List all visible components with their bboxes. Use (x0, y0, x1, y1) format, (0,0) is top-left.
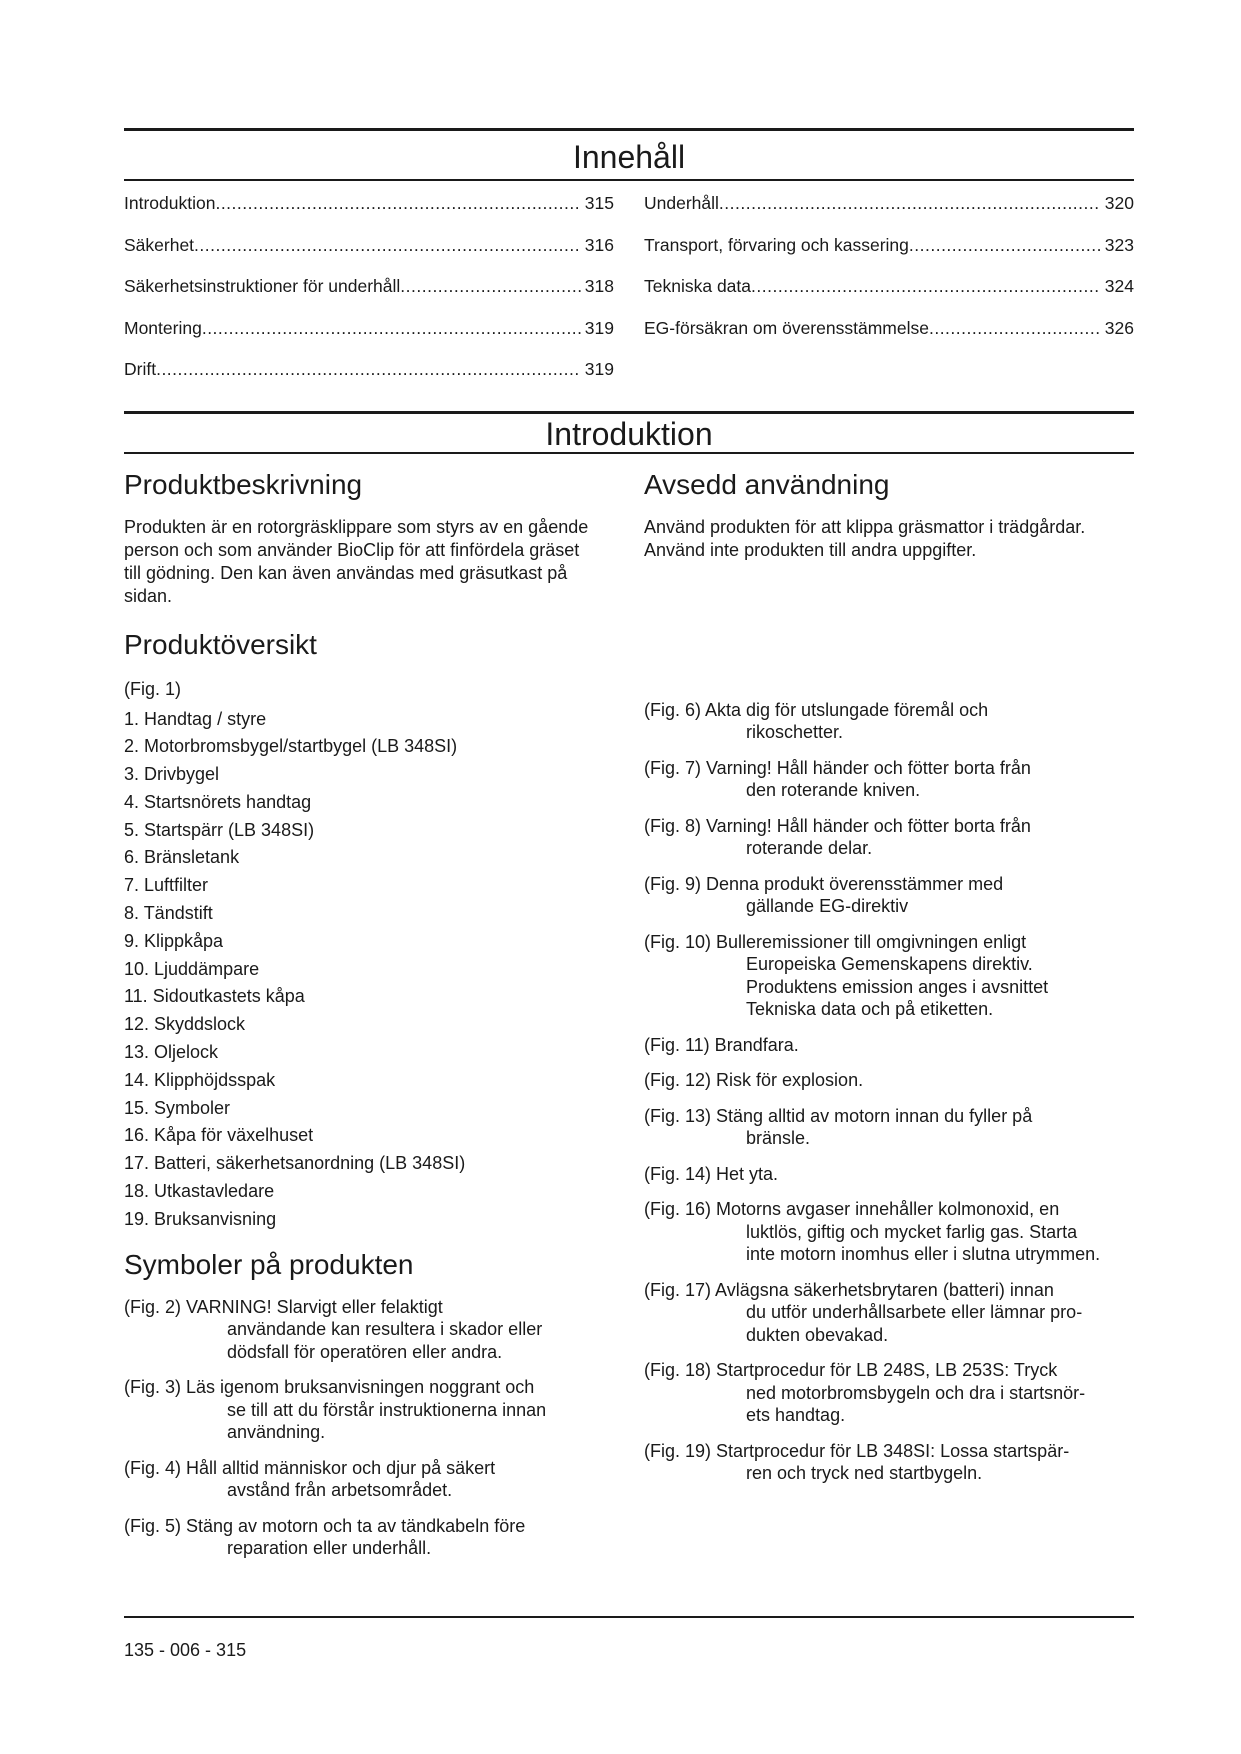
list-item: 14. Klipphöjdsspak (124, 1069, 276, 1090)
figure-caption-lead: (Fig. 5) Stäng av motorn och ta av tändkabeln före (124, 1515, 526, 1536)
figure-caption-lead: (Fig. 14) Het yta. (644, 1163, 779, 1184)
list-item: 2. Motorbromsbygel/startbygel (LB 348SI) (124, 736, 458, 757)
toc-dot-leader (156, 359, 581, 379)
figure-caption (644, 757, 1134, 802)
list-item: 3. Drivbygel (124, 764, 220, 785)
figure-caption-continuation: rikoschetter. (746, 722, 844, 742)
toc-entry-label: Tekniska data (644, 276, 752, 296)
figure-caption (644, 1105, 1134, 1150)
figure-caption-continuation: bränsle. (746, 1128, 811, 1148)
list-item: 8. Tändstift (124, 903, 213, 924)
toc-entry[interactable] (644, 193, 1134, 235)
figure-caption-continuation: den roterande kniven. (746, 780, 921, 800)
intro-columns (124, 468, 1134, 1573)
figure-caption-continuation: roterande delar. (746, 838, 873, 858)
list-item: 9. Klippkåpa (124, 930, 224, 951)
avsedd-line-2: Använd inte produkten till andra uppgifter. (644, 539, 977, 560)
intro-right-column (644, 468, 1134, 1573)
toc-entry[interactable] (124, 193, 614, 235)
figure-caption (644, 873, 1134, 918)
figure-caption-continuation: inte motorn inomhus eller i slutna utrymmen. (746, 1244, 1101, 1264)
figure-caption-continuation: användning. (227, 1422, 326, 1443)
list-item: 7. Luftfilter (124, 875, 209, 896)
list-item: 12. Skyddslock (124, 1014, 246, 1035)
figure-caption-continuation: Produktens emission anges i avsnittet (746, 976, 1049, 997)
list-item: 6. Bränsletank (124, 847, 240, 868)
figure-caption (644, 699, 1134, 744)
toc-entry-label: Montering (124, 317, 202, 338)
produktbeskrivning-heading: Produktbeskrivning (124, 468, 363, 500)
toc-entry-label: Introduktion (124, 193, 216, 213)
figure-caption-lead: (Fig. 19) Startprocedur för LB 348SI: Lossa startspär- (644, 1440, 1070, 1461)
figure-caption (644, 1163, 1134, 1186)
toc-entry[interactable] (124, 235, 614, 277)
figure-caption (644, 931, 1134, 1021)
figure-caption-continuation: gällande EG-direktiv (746, 896, 909, 916)
toc-dot-leader (215, 193, 580, 213)
figure-caption-lead: (Fig. 12) Risk för explosion. (644, 1070, 864, 1090)
figure-caption-continuation: Europeiska Gemenskapens direktiv. (746, 954, 1033, 974)
page-number: 135 - 006 - 315 (124, 1640, 247, 1660)
list-item: 5. Startspärr (LB 348SI) (124, 819, 315, 840)
toc-dot-leader (909, 235, 1101, 255)
figure-caption-continuation: dödsfall för operatören eller andra. (227, 1341, 503, 1362)
toc-dot-leader (400, 276, 581, 296)
figure-caption (644, 1279, 1134, 1347)
intro-bottom-rule (124, 452, 1134, 454)
figure-caption-lead: (Fig. 9) Denna produkt överensstämmer med (644, 873, 1004, 894)
toc-entry[interactable] (124, 276, 614, 318)
figure-caption-lead: (Fig. 11) Brandfara. (644, 1034, 799, 1055)
toc-entry-page: 316 (584, 234, 614, 255)
toc-entry[interactable] (644, 318, 1134, 360)
toc-entry-label: Drift (124, 359, 157, 379)
list-item: 15. Symboler (124, 1097, 231, 1118)
list-item: 4. Startsnörets handtag (124, 791, 312, 812)
toc-entry-page: 320 (1104, 193, 1134, 213)
toc-entry[interactable] (124, 318, 614, 360)
toc-dot-leader (751, 276, 1101, 296)
figure-caption (644, 1034, 1134, 1057)
produktbeskrivning-text: Produkten är en rotorgräsklippare som styrs av en gående person och som använder BioClip för att finfördela gräset till gödning. Den kan även användas med gräsutkast på sidan. (124, 516, 589, 606)
produktoversikt-fig-ref: (Fig. 1) (124, 678, 182, 699)
figure-caption (124, 1296, 589, 1364)
list-item: 11. Sidoutkastets kåpa (124, 986, 305, 1007)
toc-entry-label: EG-försäkran om överensstämmelse (644, 317, 929, 338)
avsedd-heading: Avsedd användning (644, 468, 890, 500)
toc-bottom-rule (124, 179, 1134, 181)
toc-entry-page: 326 (1104, 317, 1134, 338)
figure-caption-lead: (Fig. 4) Håll alltid människor och djur på säkert (124, 1457, 496, 1478)
toc-entry-label: Säkerhetsinstruktioner för underhåll (124, 276, 401, 296)
list-item: 10. Ljuddämpare (124, 958, 260, 979)
figure-caption-lead: (Fig. 8) Varning! Håll händer och fötter borta från (644, 815, 1031, 836)
list-item: 13. Oljelock (124, 1042, 219, 1063)
figure-caption-continuation: användande kan resultera i skador eller (227, 1319, 543, 1340)
figure-caption (644, 1198, 1134, 1266)
symboler-heading: Symboler på produkten (124, 1248, 414, 1280)
figure-caption (124, 1515, 589, 1560)
figure-caption-lead: (Fig. 17) Avlägsna säkerhetsbrytaren (batteri) innan (644, 1279, 1054, 1300)
table-of-contents (124, 193, 1134, 401)
toc-entry-label: Transport, förvaring och kassering (644, 234, 909, 255)
figure-caption-continuation: dukten obevakad. (746, 1324, 889, 1345)
toc-dot-leader (202, 318, 581, 338)
figure-caption-lead: (Fig. 7) Varning! Håll händer och fötter borta från (644, 757, 1031, 778)
toc-dot-leader (929, 318, 1101, 338)
figure-caption-lead: (Fig. 3) Läs igenom bruksanvisningen noggrant och (124, 1377, 535, 1398)
figure-caption-lead: (Fig. 2) VARNING! Slarvigt eller felaktigt (124, 1296, 443, 1317)
toc-entry[interactable] (644, 276, 1134, 318)
figure-caption-lead: (Fig. 16) Motorns avgaser innehåller kolmonoxid, en (644, 1199, 1060, 1219)
toc-entry[interactable] (644, 235, 1134, 277)
figure-caption-lead: (Fig. 10) Bulleremissioner till omgivningen enligt (644, 931, 1027, 952)
intro-title: Introduktion (545, 415, 713, 452)
toc-entry-page: 324 (1104, 276, 1134, 296)
footer-rule (124, 1616, 1134, 1618)
list-item: 17. Batteri, säkerhetsanordning (LB 348SI) (124, 1153, 466, 1174)
toc-entry-label: Säkerhet (124, 234, 195, 255)
produktoversikt-list (124, 706, 589, 1234)
toc-entry-page: 323 (1104, 234, 1134, 255)
toc-entry-page: 315 (584, 193, 614, 213)
toc-title: Innehåll (572, 139, 686, 175)
figure-caption-continuation: avstånd från arbetsområdet. (227, 1480, 453, 1501)
list-item: 1. Handtag / styre (124, 708, 267, 729)
list-item: 19. Bruksanvisning (124, 1208, 277, 1229)
toc-dot-leader (719, 193, 1101, 213)
list-item: 18. Utkastavledare (124, 1181, 275, 1202)
toc-right-column (644, 193, 1134, 401)
produktoversikt-heading: Produktöversikt (124, 628, 317, 660)
toc-entry-page: 319 (584, 317, 614, 338)
figure-caption (644, 1359, 1134, 1427)
symboler-list (124, 1296, 589, 1560)
toc-dot-leader (194, 235, 581, 255)
figure-caption-continuation: Tekniska data och på etiketten. (746, 999, 994, 1019)
figure-caption-lead: (Fig. 6) Akta dig för utslungade föremål och (644, 699, 989, 720)
figure-caption (124, 1457, 589, 1502)
figure-caption-continuation: reparation eller underhåll. (227, 1538, 432, 1559)
page (124, 128, 1134, 1573)
figure-caption (124, 1376, 589, 1444)
toc-entry-label: Underhåll (644, 193, 719, 213)
figure-caption-lead: (Fig. 13) Stäng alltid av motorn innan du fyller på (644, 1105, 1033, 1126)
figure-caption-continuation: du utför underhållsarbete eller lämnar pro- (746, 1302, 1083, 1322)
figure-caption-continuation: ren och tryck ned startbygeln. (746, 1463, 983, 1483)
figure-caption (644, 1440, 1134, 1485)
toc-entry-page: 319 (584, 359, 614, 379)
figure-caption (644, 815, 1134, 860)
avsedd-line-1: Använd produkten för att klippa gräsmattor i trädgårdar. (644, 516, 1086, 537)
intro-left-column (124, 468, 589, 1573)
figure-caption-lead: (Fig. 18) Startprocedur för LB 248S, LB 253S: Tryck (644, 1360, 1058, 1380)
toc-entry-page: 318 (584, 276, 614, 296)
symbol-figures-list (644, 699, 1134, 1485)
figure-caption-continuation: ets handtag. (746, 1405, 846, 1425)
toc-left-column (124, 193, 614, 401)
list-item: 16. Kåpa för växelhuset (124, 1125, 314, 1146)
toc-entry[interactable] (124, 359, 614, 401)
figure-caption-continuation: se till att du förstår instruktionerna innan (227, 1399, 547, 1420)
figure-caption (644, 1069, 1134, 1092)
figure-caption-continuation: ned motorbromsbygeln och dra i startsnör- (746, 1382, 1086, 1403)
page-footer (124, 1616, 1134, 1661)
figure-caption-continuation: luktlös, giftig och mycket farlig gas. Starta (746, 1221, 1078, 1242)
